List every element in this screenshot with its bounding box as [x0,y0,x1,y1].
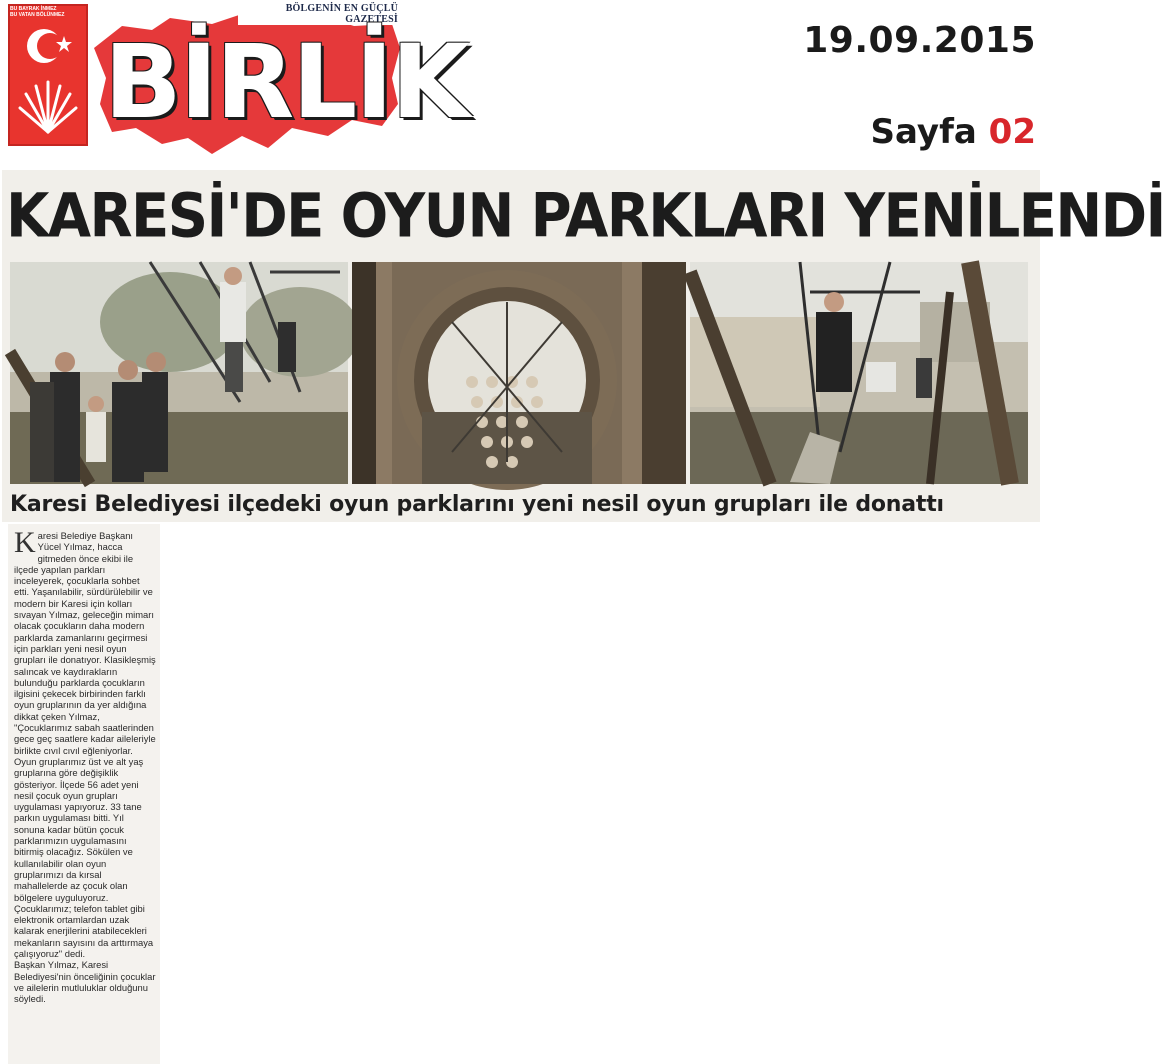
article-headline: KARESİ'DE OYUN PARKLARI YENİLENDİ [6,181,1165,252]
article-paragraph: aresi Belediye Başkanı Yücel Yılmaz, hacca gitmeden önce ekibi ile ilçede yapılan parkları inceleyerek, çocuklarla sohbet etti. Yaşanılabilir, sürdürülebilir ve modern bir Karesi için kolları sıvayan Yılmaz, geleceğin mimarı olacak çocukların daha modern parklarda zamanlarını geçirmesi için parkları yeni nesil oyun grupları ile donatıyor. Klasikleşmiş salıncak ve kaydırakların bulunduğu parklarda çocukların ilgisini çekecek birbirinden farklı oyun gruplarının da yer aldığına dikkat çeken Yılmaz, "Çocuklarımız sabah saatlerinden gece geç saatlere kadar aileleriyle birlikte cıvıl cıvıl eğleniyorlar. Oyun gruplarımız üst ve alt yaş gruplarına göre değişiklik gösteriyor. İlçede 56 adet yeni nesil çocuk oyun grupları uygulaması yapıyoruz. 33 tane parkın uygulaması bitti. Yıl sonuna kadar bütün çocuk parklarımızın uygulamasını bitirmiş olacağız. Sökülen ve kullanılabilir olan oyun gruplarımızı da kırsal mahallelerde az çocuk olan bölgelere uyguluyoruz. Çocuklarımız; telefon tablet gibi elektronik ortamlardan uzak kalarak enerjilerini atabilecekleri mekanların sayısını da arttırmaya çalışıyoruz" dedi. [14,530,156,959]
article-body [14,526,156,1005]
drop-cap: K [14,526,36,559]
issue-date: 19.09.2015 [803,20,1036,61]
photo-wooden-ring-climber [352,262,686,484]
article-paragraph-end: Başkan Yılmaz, Karesi Belediyesi'nin önceliğinin çocuklar ve ailelerin mutluluklar olduğunu söyledi. [14,959,156,1005]
crescent-star-icon [14,22,82,138]
page-number: 02 [988,112,1036,152]
article-subheadline: Karesi Belediyesi ilçedeki oyun parklarını yeni nesil oyun grupları ile donattı [10,492,944,517]
page-label: Sayfa [870,112,977,152]
photo-officials-at-playground [10,262,348,484]
page-indicator [871,112,1036,152]
logo-slogan: BU BAYRAK İNMEZ BU VATAN BÖLÜNMEZ [10,6,65,18]
masthead-tagline: BÖLGENİN EN GÜÇLÜ GAZETESİ [238,3,398,25]
newspaper-title: BİRLİK [104,23,469,142]
photo-child-on-rope-bridge [690,262,1028,484]
